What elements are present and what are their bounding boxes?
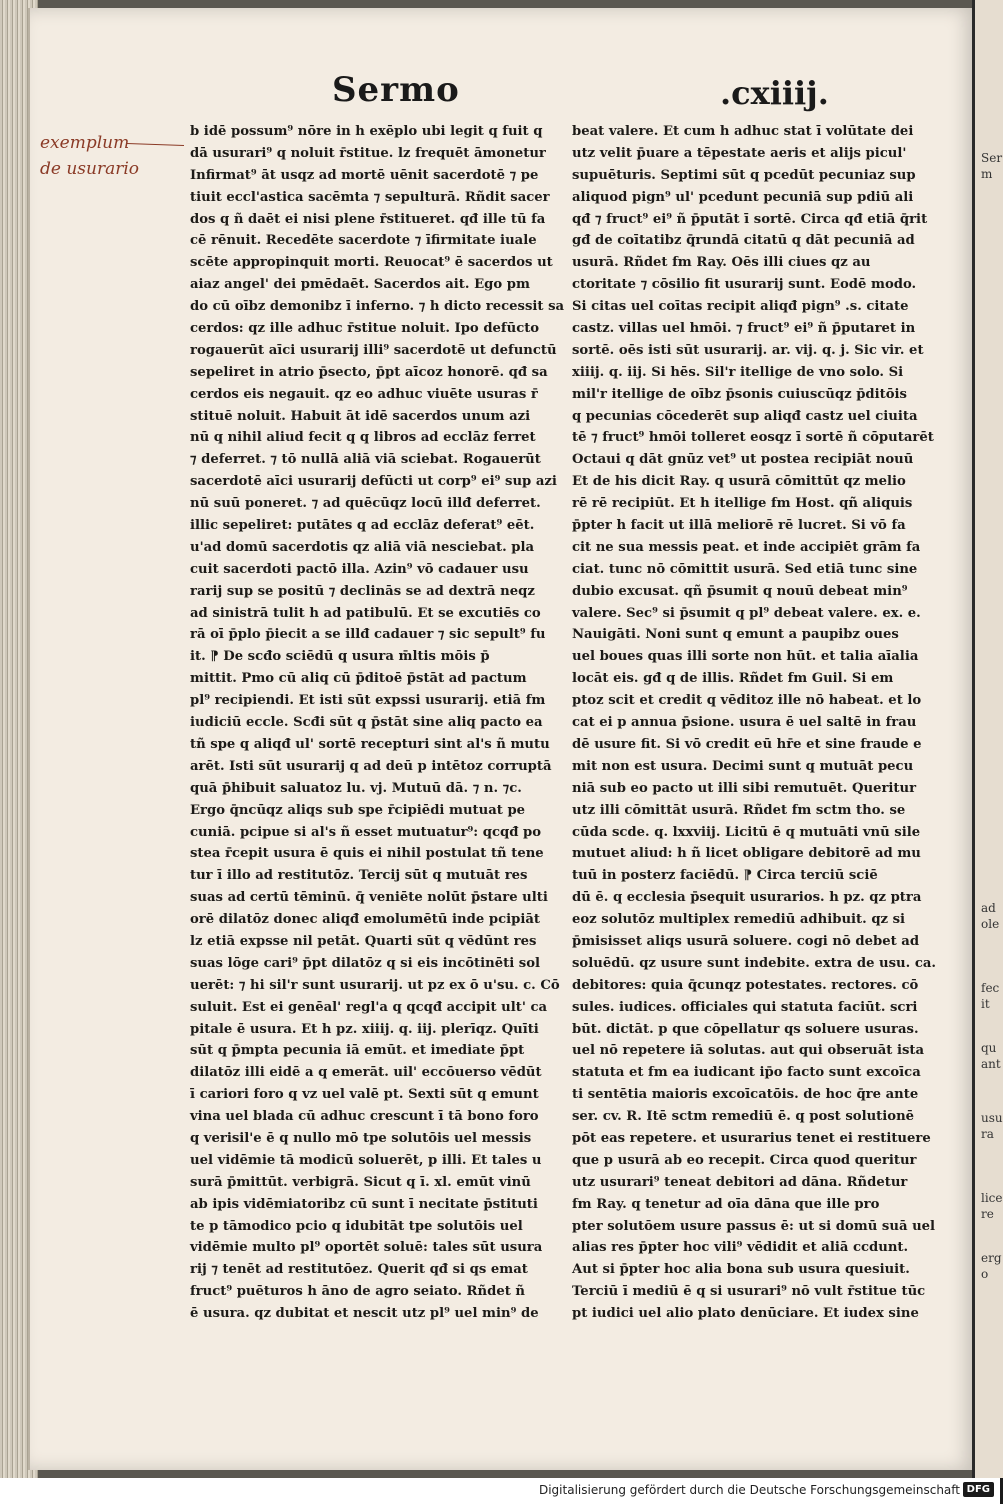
text-line: usurā. Rñdet fm Ray. Oēs illi ciues qz au — [572, 255, 871, 271]
text-line: illic sepeliret: putātes q ad ecclāz deferat⁹ eēt. — [190, 518, 535, 534]
text-line: cuit sacerdoti pactō illa. Azin⁹ vō cadauer usu — [190, 561, 529, 577]
text-line: sūt q p̄mpta pecunia iā emūt. et imediate p̄pt — [190, 1043, 525, 1059]
text-line: nū suū poneret. ⁊ ad quēcūqz locū illđ deferret. — [190, 496, 541, 512]
text-line: utz velit p̄uare a tēpestate aeris et alijs picul' — [572, 145, 907, 161]
text-line: suas lōge cari⁹ p̄pt dilatōz q si eis incōtinēti sol — [190, 955, 541, 971]
text-line: eoz solutōz multiplex remediū adhibuit. qz si — [572, 912, 906, 928]
text-line: orē dilatōz donec aliqđ emolumētū inde pcipiāt — [190, 912, 540, 928]
text-line: vidēmie multo pl⁹ oportēt soluē: tales sūt usura — [190, 1240, 543, 1256]
text-line: dā usurari⁹ q noluit r̄stitue. lz frequēt āmonetur — [190, 145, 546, 161]
text-line: soluēdū. qz usure sunt indebite. extra de usu. ca. — [572, 955, 936, 971]
text-line: utz usurari⁹ teneat debitori ad dāna. Rñdetur — [572, 1174, 908, 1190]
text-line: scēte appropinquit morti. Reuocat⁹ ē sacerdos ut — [190, 255, 553, 271]
handwritten-margin-note — [40, 130, 139, 182]
text-line: do cū oībz demonibz ī inferno. ⁊ h dicto recessit sa — [190, 299, 565, 315]
text-line: dubio excusat. qñ p̄sumit q nouū debeat min⁹ — [572, 583, 908, 599]
text-line: ab ipis vidēmiatoribz cū sunt ī necitate p̄stituti — [190, 1196, 538, 1212]
funding-credit: Digitalisierung gefördert durch die Deutsche Forschungsgemeinschaft — [538, 1483, 960, 1497]
text-column-left — [190, 121, 565, 1325]
text-line: Terciū ī mediū ē q si usurari⁹ nō vult r̄stitue tūc — [572, 1284, 926, 1300]
facing-page-edge — [972, 0, 1003, 1478]
text-line: mit non est usura. Decimi sunt q mutuāt pecu — [572, 758, 914, 774]
text-line: cit ne sua messis peat. et inde accipiēt grām fa — [572, 539, 921, 555]
text-line: mil'r itellige de oībz p̄sonis cuiuscūqz p̄ditōis — [572, 386, 907, 402]
text-line: ad sinistrā tulit h ad patibulū. Et se excutiēs co — [190, 605, 541, 621]
text-line: xiiij. q. iij. Si hēs. Sil'r itellige de vno solo. Si — [572, 364, 904, 380]
text-line: surā p̄mittūt. verbigrā. Sicut q ī. xl. emūt vinū — [190, 1174, 531, 1190]
facing-page-fragment: Serm — [981, 151, 1003, 181]
text-line: tē ⁊ fruct⁹ hmōi tolleret eosqz ī sortē ñ cōputarēt — [572, 430, 934, 446]
margin-note-line: de usurario — [40, 159, 140, 179]
text-line: tur ī illo ad restitutōz. Tercij sūt q mutuāt res — [190, 868, 528, 884]
text-line: būt. dictāt. p que cōpellatur qs soluere usuras. — [572, 1021, 919, 1037]
text-line: Nauigāti. Noni sunt q emunt a paupibz oues — [572, 627, 899, 643]
text-line: p̄pter h facit ut illā meliorē rē lucret. Si vō fa — [572, 518, 906, 534]
text-line: cerdos: qz ille adhuc r̄stitue noluit. Ipo defūcto — [190, 321, 540, 337]
text-line: ē usura. qz dubitat et nescit utz pl⁹ uel min⁹ de — [190, 1306, 539, 1322]
dfg-logo: DFG — [963, 1482, 994, 1497]
text-line: mutuet aliud: h ñ licet obligare debitorē ad mu — [572, 846, 921, 862]
text-line: rē rē recipiūt. Et h itellige fm Host. qñ aliquis — [572, 496, 913, 512]
text-line: cē rēnuit. Recedēte sacerdote ⁊ īfirmitate iuale — [190, 233, 537, 249]
text-line: sepeliret in atrio p̄secto, p̄pt aīcoz honorē. qđ sa — [190, 364, 548, 380]
text-line: uel boues quas illi sorte non hūt. et talia aīalia — [572, 649, 919, 665]
text-line: aliquod pign⁹ ul' pcedunt pecuniā sup pdiū ali — [572, 189, 914, 205]
margin-note-line: exemplum — [40, 133, 130, 153]
text-line: uel vidēmie tā modicū soluerēt, p illi. Et tales u — [190, 1152, 542, 1168]
text-line: q pecunias cōcederēt sup aliqđ castz uel ciuita — [572, 408, 918, 424]
running-title: Sermo — [332, 70, 460, 110]
text-line: utz illi cōmittāt usurā. Rñdet fm sctm tho. se — [572, 802, 906, 818]
text-line: suas ad certū tēminū. q̄ veniēte nolūt p̄stare ulti — [190, 890, 548, 906]
text-line: Si citas uel coītas recipit aliqđ pign⁹ .s. citate — [572, 299, 909, 315]
text-line: pt iudici uel alio plato denūciare. Et iudex sine — [572, 1306, 919, 1322]
text-line: mittit. Pmo cū aliq cū p̄ditoē p̄stāt ad pactum — [190, 671, 527, 687]
text-line: supuēturis. Septimi sūt q pcedūt pecuniaz sup — [572, 167, 916, 183]
text-line: beat valere. Et cum h adhuc stat ī volūtate dei — [572, 124, 914, 139]
text-line: cuniā. pcipue si al's ñ esset mutuatur⁹: qcqđ po — [190, 824, 542, 840]
text-line: pl⁹ recipiendi. Et isti sūt expssi usurarij. etiā fm — [190, 693, 546, 709]
text-line: valere. Sec⁹ si p̄sumit q pl⁹ debeat valere. ex. e. — [572, 605, 921, 621]
text-line: fruct⁹ puēturos h āno de agro seiato. Rñdet ñ — [190, 1284, 525, 1300]
text-line: aiaz angel' dei pmēdaēt. Sacerdos ait. Ego pm — [190, 277, 530, 293]
text-line: sacerdotē aīci usurarij defūcti ut corp⁹ ei⁹ sup azi — [190, 474, 557, 490]
text-line: dos q ñ daēt ei nisi plene r̄stitueret. qđ ille tū fa — [190, 211, 546, 227]
text-line: dū ē. q ecclesia p̄sequit usurarios. h pz. qz ptra — [572, 890, 922, 906]
text-line: Et de his dicit Ray. q usurā cōmittūt qz melio — [572, 474, 906, 490]
facing-page-fragment: quant — [981, 1041, 1001, 1071]
text-line: vina uel blada cū adhuc crescunt ī tā bono foro — [190, 1109, 539, 1125]
text-line: ī cariori foro q vz uel valē pt. Sexti sūt q emunt — [190, 1087, 539, 1103]
text-line: castz. villas uel hmōi. ⁊ fruct⁹ ei⁹ ñ p̄putaret in — [572, 321, 916, 337]
text-line: q verisil'e ē q nullo mō tpe solutōis uel messis — [190, 1130, 532, 1146]
text-line: b idē possum⁹ nōre in h exēplo ubi legit q fuit q — [190, 124, 543, 139]
facing-page-fragment: fecit — [981, 981, 1000, 1011]
text-line: pōt eas repetere. et usurarius tenet ei restituere — [572, 1130, 931, 1146]
text-line: lz etiā expsse nil petāt. Quarti sūt q vēdūnt res — [190, 933, 537, 949]
folio-number: .cxiiij. — [720, 74, 829, 112]
text-column-right — [572, 121, 936, 1325]
text-line: quā p̄hibuit saluatoz lu. vj. Mutuū dā. ⁊ n. ⁊c. — [190, 780, 522, 796]
text-line: rij ⁊ tenēt ad restitutōez. Querit qđ si qs emat — [190, 1262, 528, 1278]
text-line: Ergo q̄ncūqz aliqs sub spe r̄cipiēdi mutuat pe — [190, 802, 526, 818]
text-line: rā oī p̄plo p̄iecit a se illđ cadauer ⁊ sic sepult⁹ fu — [190, 627, 546, 643]
text-line: alias res p̄pter hoc vili⁹ vēdidit et aliā ccdunt. — [572, 1240, 909, 1256]
text-line: arēt. Isti sūt usurarij q ad deū p intētoz corruptā — [190, 758, 552, 774]
text-line: debitores: quia q̄cunqz potestates. rectores. cō — [572, 977, 919, 993]
text-line: pitale ē usura. Et h pz. xiiij. q. iij. plerīqz. Quīti — [190, 1021, 539, 1037]
text-line: p̄misisset aliqs usurā soluere. cogi nō debet ad — [572, 933, 920, 949]
text-line: ⁊ deferret. ⁊ tō nullā aliā viā sciebat. Rogauerūt — [190, 452, 541, 468]
text-line: u'ad domū sacerdotis qz aliā viā nesciebat. pla — [190, 539, 535, 555]
facing-page-fragment: ergo — [981, 1251, 1002, 1281]
text-line: cūda scde. q. lxxviij. Licitū ē q mutuāti vnū sile — [572, 824, 921, 840]
text-line: nū q nihil aliud fecit q q libros ad ecclāz ferret — [190, 430, 536, 446]
text-line: te p tāmodico pcio q idubitāt tpe solutōis uel — [190, 1218, 523, 1234]
text-line: locāt eis. gđ q de illis. Rñdet fm Guil. Si em — [572, 671, 894, 687]
text-line: statuta et fm ea iudicant ip̄o facto sunt excoīca — [572, 1065, 921, 1081]
text-line: it. ⁋ De scđo sciēdū q usura m̄ltis mōis p̄ — [190, 649, 490, 665]
text-line: suluit. Est ei genēal' regl'a q qcqđ accipit ult' ca — [190, 999, 548, 1015]
facing-page-fragment: adole — [981, 901, 1000, 931]
text-line: pter solutōem usure passus ē: ut si domū suā uel — [572, 1218, 936, 1234]
text-line: ser. cv. R. Itē sctm remediū ē. q post solutionē — [572, 1109, 915, 1125]
text-line: stituē noluit. Habuit āt idē sacerdos unum azi — [190, 408, 531, 424]
text-line: iudiciū eccle. Scđi sūt q p̄stāt sine aliq pacto ea — [190, 715, 543, 731]
text-line: que p usurā ab eo recepit. Circa quod queritur — [572, 1152, 917, 1168]
text-line: Aut si p̄pter hoc alia bona sub usura quesiuit. — [572, 1262, 910, 1278]
text-line: cat ei p annua p̄sione. usura ē uel saltē in frau — [572, 715, 917, 731]
text-line: cerdos eis negauit. qz eo adhuc viuēte usuras r̄ — [190, 386, 538, 402]
text-line: sortē. oēs isti sūt usurarij. ar. vij. q. j. Sic vir. et — [572, 342, 924, 358]
text-line: uel nō repetere iā solutas. aut qui obseruāt ista — [572, 1043, 925, 1059]
text-line: tñ spe q aliqđ ul' sortē recepturi sint al's ñ mutu — [190, 736, 550, 752]
text-line: rogauerūt aīci usurarij illi⁹ sacerdotē ut defunctū — [190, 342, 557, 358]
text-line: dē usure fit. Si vō credit eū hr̄e et sine fraude e — [572, 736, 922, 752]
text-line: niā sub eo pacto ut illi sibi remutuēt. Queritur — [572, 780, 917, 796]
text-line: ctoritate ⁊ cōsilio fit usurarij sunt. Eodē modo. — [572, 277, 917, 293]
text-line: Octaui q dāt gnūz vet⁹ ut postea recipiāt nouū — [572, 452, 914, 468]
text-line: ciat. tunc nō cōmittit usurā. Sed etiā tunc sine — [572, 561, 918, 577]
text-line: rarij sup se positū ⁊ declinās se ad dextrā neqz — [190, 583, 535, 599]
text-line: qđ ⁊ fruct⁹ ei⁹ ñ p̄putāt ī sortē. Circa qđ etiā q̄rit — [572, 211, 928, 227]
footer-bar — [0, 1478, 1000, 1504]
text-line: uerēt: ⁊ hi sil'r sunt usurarij. ut pz ex ō u'su. c. Cō — [190, 977, 560, 993]
text-line: fm Ray. q tenetur ad oīa dāna que ille pro — [572, 1196, 880, 1212]
text-line: Infirmat⁹ āt usqz ad mortē uēnit sacerdotē ⁊ pe — [190, 167, 539, 183]
text-line: tiuit eccl'astica sacēmta ⁊ sepulturā. Rñdit sacer — [190, 189, 550, 205]
text-line: tuū in posterz faciēdū. ⁋ Circa terciū sciē — [572, 868, 878, 884]
text-line: ti sentētia maioris excoīcatōis. de hoc q̄re ante — [572, 1087, 919, 1103]
text-line: dilatōz illi eidē a q emerāt. uil' eccōuerso vēdūt — [190, 1065, 542, 1081]
text-line: gđ de coītatibz q̄rundā citatū q dāt pecuniā ad — [572, 233, 915, 249]
text-line: sules. iudices. officiales qui statuta faciūt. scri — [572, 999, 918, 1015]
text-line: ptoz scit et credit q vēditoz ille nō habeat. et lo — [572, 693, 922, 709]
facing-page-fragment: licere — [981, 1191, 1003, 1221]
facing-page-fragment: usura — [981, 1111, 1003, 1141]
text-line: stea r̄cepit usura ē quis ei nihil postulat tñ tene — [190, 846, 544, 862]
